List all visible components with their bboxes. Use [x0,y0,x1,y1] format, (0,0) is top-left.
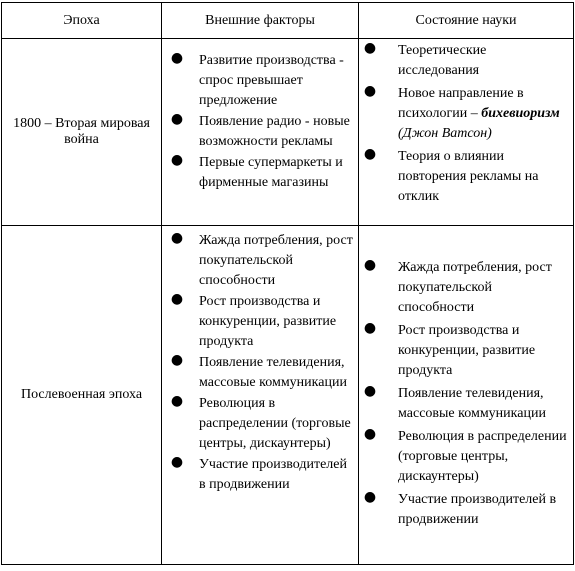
bullet-icon: ● [363,426,377,442]
bullet-icon: ● [170,393,184,409]
list-item-text: Рост производства и конкуренции, развитие продукта [199,294,337,349]
external-factors-cell [162,39,359,226]
list-item [162,112,358,152]
list-item [359,258,573,318]
era-cell: Послевоенная эпоха [2,226,162,565]
bullet-icon: ● [363,40,377,56]
external-factors-cell [162,226,359,565]
science-state-list [359,226,573,530]
header-external-factors: Внешние факторы [162,3,359,39]
list-item-text: Появление телевидения, массовые коммуникации [199,355,347,390]
list-item-text: Теория о влиянии повторения рекламы на отклик [398,149,539,204]
list-item [359,147,573,207]
header-row [2,3,574,39]
bullet-icon: ● [363,320,377,336]
list-item-text: Участие производителей в продвижении [199,457,347,492]
list-item [359,321,573,381]
era-cell: 1800 – Вторая мировая война [2,39,162,226]
list-item [359,84,573,144]
list-item-text: Жажда потребления, рост покупательской способности [199,233,353,288]
bullet-icon: ● [170,230,184,246]
list-item [162,353,358,393]
behaviorism-term: бихевиоризм [481,106,560,121]
bullet-icon: ● [170,111,184,127]
list-item-text: Революция в распределении (торговые центры, дискаунтеры) [199,396,351,451]
list-item-text: Появление телевидения, массовые коммуникации [398,386,546,421]
list-item-text: Теоретические исследования [398,43,487,78]
list-item-text: Революция в распределении (торговые центры, дискаунтеры) [398,429,567,484]
list-item [162,394,358,454]
bullet-icon: ● [363,83,377,99]
bullet-icon: ● [170,291,184,307]
list-item-text: Рост производства и конкуренции, развитие продукта [398,323,536,378]
list-item [359,427,573,487]
external-factors-list [162,39,358,193]
science-state-cell [359,226,574,565]
bullet-icon: ● [170,152,184,168]
list-item-text: Жажда потребления, рост покупательской способности [398,260,552,315]
list-item [359,41,573,81]
list-item [162,51,358,111]
list-item-text: Появление радио - новые возможности рекламы [199,114,350,149]
external-factors-list [162,226,358,495]
table-row [2,39,574,226]
list-item [162,455,358,495]
list-item [162,292,358,352]
science-state-cell [359,39,574,226]
list-item [359,490,573,530]
header-science-state: Состояние науки [359,3,574,39]
bullet-icon: ● [170,50,184,66]
bullet-icon: ● [363,383,377,399]
list-item [359,384,573,424]
history-table [1,2,574,565]
list-item [162,153,358,193]
list-item-text: Участие производителей в продвижении [398,492,557,527]
bullet-icon: ● [170,352,184,368]
table-row [2,226,574,565]
list-item-text: Первые супермаркеты и фирменные магазины [199,155,343,190]
bullet-icon: ● [363,257,377,273]
bullet-icon: ● [363,489,377,505]
list-item [162,231,358,291]
header-era: Эпоха [2,3,162,39]
bullet-icon: ● [363,146,377,162]
bullet-icon: ● [170,454,184,470]
list-item-text: Развитие производства - спрос превышает предложение [199,53,344,108]
science-state-list [359,39,573,207]
list-item-text: Новое направление в психологии – [398,86,524,121]
author-note: (Джон Ватсон) [398,126,492,141]
